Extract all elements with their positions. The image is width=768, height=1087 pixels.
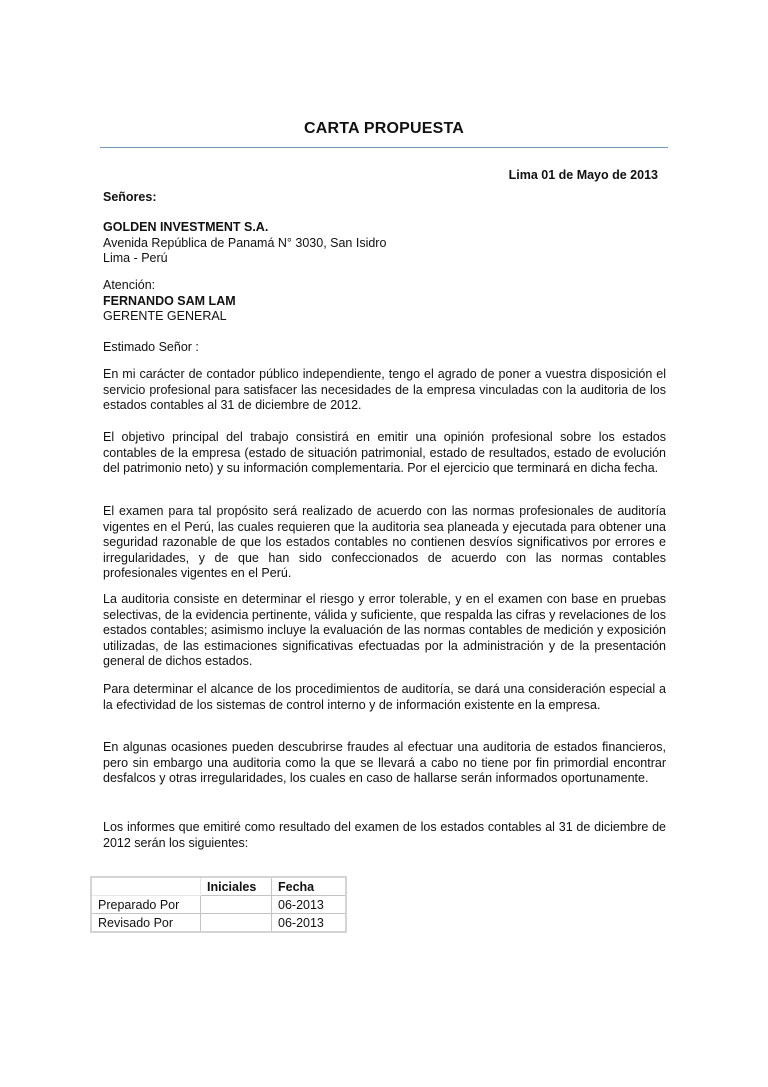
- recipient-company: GOLDEN INVESTMENT S.A.: [103, 220, 269, 234]
- table-cell-label: Preparado Por: [91, 896, 201, 914]
- signoff-table: [90, 876, 347, 933]
- table-row: [91, 914, 346, 933]
- attention-block: [103, 278, 666, 325]
- salutation-header: Señores:: [103, 190, 157, 204]
- recipient-city: Lima - Perú: [103, 251, 168, 265]
- attention-position: GERENTE GENERAL: [103, 309, 227, 323]
- paragraph: [103, 820, 666, 851]
- paragraph-text: Los informes que emitiré como resultado del examen de los estados contables al 31 de diciembre de 2012 serán los siguientes:: [103, 820, 666, 850]
- paragraph: [103, 682, 666, 713]
- paragraph: [103, 504, 666, 582]
- attention-label: Atención:: [103, 278, 156, 292]
- table-cell-initials: [201, 914, 272, 933]
- table-cell-initials: [201, 896, 272, 914]
- paragraph: [103, 430, 666, 477]
- table-cell-date: 06-2013: [272, 896, 347, 914]
- paragraph: [103, 367, 666, 414]
- paragraph-text: En algunas ocasiones pueden descubrirse fraudes al efectuar una auditoria de estados financieros, pero sin embargo una auditoria como la que se llevará a cabo no tiene por fin primordial encontrar desfalcos y otras irregularidades, los cuales en caso de hallarse serán informados oportunamente.: [103, 740, 666, 785]
- attention-name: FERNANDO SAM LAM: [103, 293, 236, 308]
- title-divider: [100, 147, 668, 148]
- paragraph: [103, 740, 666, 787]
- table-header-cell: Iniciales: [201, 877, 272, 896]
- paragraph-text: En mi carácter de contador público independiente, tengo el agrado de poner a vuestra disposición el servicio profesional para satisfacer las necesidades de la empresa vinculadas con la auditoria de los estados contables al 31 de diciembre de 2012.: [103, 367, 666, 412]
- recipient-address: Avenida República de Panamá N° 3030, San Isidro: [103, 235, 387, 250]
- paragraph: [103, 592, 666, 670]
- paragraph-text: La auditoria consiste en determinar el riesgo y error tolerable, y en el examen con base en pruebas selectivas, de la evidencia pertinente, válida y suficiente, que respalda las cifras y revelaciones de los estados contables; asimismo incluye la evaluación de las normas contables de medición y exposición utilizadas, de las estimaciones significativas efectuadas por la administración y de la presentación general de dichos estados.: [103, 592, 666, 668]
- table-header-cell: [91, 877, 201, 896]
- table-cell-date: 06-2013: [272, 914, 347, 933]
- paragraph-text: El objetivo principal del trabajo consistirá en emitir una opinión profesional sobre los estados contables de la empresa (estado de situación patrimonial, estado de resultados, estado de evolución del patrimonio neto) y su información complementaria. Por el ejercicio que terminará en dicha fecha.: [103, 430, 666, 475]
- letter-date: Lima 01 de Mayo de 2013: [508, 168, 658, 182]
- table-header-row: [91, 877, 346, 896]
- page-title: CARTA PROPUESTA: [303, 120, 465, 137]
- paragraph-text: El examen para tal propósito será realizado de acuerdo con las normas profesionales de auditoría vigentes en el Perú, las cuales requieren que la auditoria sea planeada y ejecutada para obtener una seguridad razonable de que los estados contables no contienen desvíos significativos por errores e irregularidades, y de que han sido confeccionados de acuerdo con las normas contables profesionales vigentes en el Perú.: [103, 504, 666, 580]
- paragraph-text: Para determinar el alcance de los procedimientos de auditoría, se dará una consideración especial a la efectividad de los sistemas de control interno y de información existente en la empresa.: [103, 682, 666, 712]
- table-row: [91, 896, 346, 914]
- greeting: Estimado Señor :: [103, 340, 199, 354]
- table-cell-label: Revisado Por: [91, 914, 201, 933]
- table-header-cell: Fecha: [272, 877, 347, 896]
- recipient-block: [103, 220, 666, 267]
